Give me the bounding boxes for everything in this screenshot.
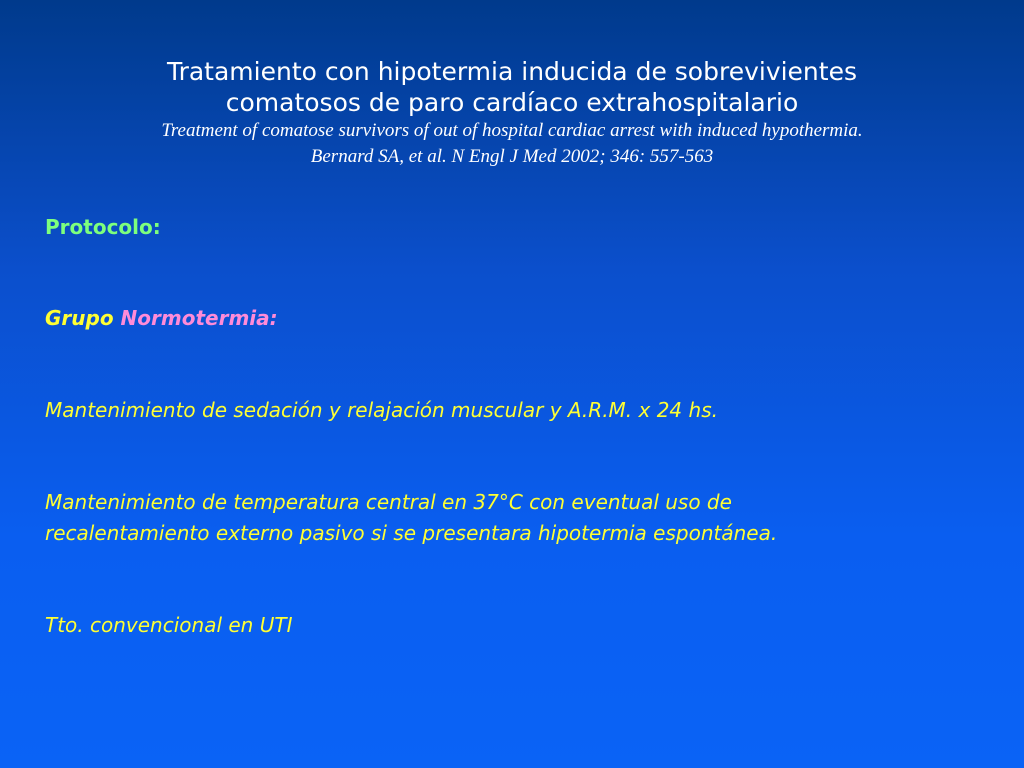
group-heading-word: Grupo — [45, 306, 114, 330]
citation-reference: Bernard SA, et al. N Engl J Med 2002; 346: 557-563 — [310, 146, 714, 167]
protocol-item-line: Mantenimiento de temperatura central en 37°C con eventual uso de — [45, 490, 732, 514]
protocol-item-line: Mantenimiento de sedación y relajación muscular y A.R.M. x 24 hs. — [45, 398, 718, 422]
group-heading — [45, 303, 278, 334]
group-heading-name: Normotermia: — [120, 306, 278, 330]
slide-title-block — [0, 56, 1024, 170]
protocol-item-sedation — [45, 395, 1005, 426]
protocol-heading: Protocolo: — [45, 215, 161, 239]
protocol-item-line: Tto. convencional en UTI — [45, 613, 293, 637]
protocol-item-temperature — [45, 487, 1005, 549]
protocol-item-line: recalentamiento externo pasivo si se presentara hipotermia espontánea. — [45, 521, 778, 545]
slide-title-line-1: Tratamiento con hipotermia inducida de sobrevivientes — [166, 57, 857, 86]
slide-title-line-2: comatosos de paro cardíaco extrahospitalario — [225, 88, 799, 117]
protocol-item-conventional — [45, 610, 1005, 641]
citation-title: Treatment of comatose survivors of out of hospital cardiac arrest with induced hypothermia. — [161, 120, 863, 141]
